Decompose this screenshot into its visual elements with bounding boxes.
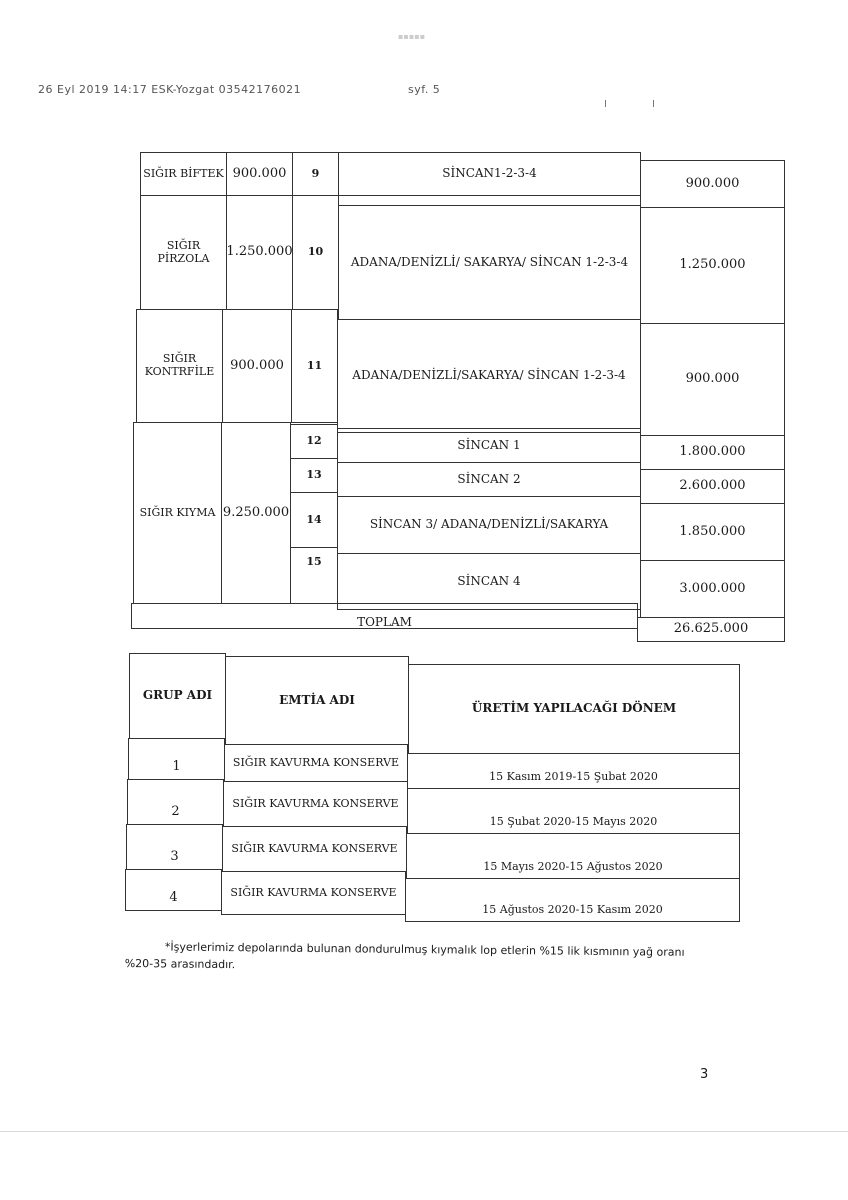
lot-number: 11 (291, 309, 338, 423)
product-amount: 9.250.000 (221, 422, 291, 604)
fax-header (38, 83, 441, 96)
group-number: 4 (125, 869, 222, 911)
footnote-line-1: *İşyerlerimiz depolarında bulunan dondurulmuş kıymalık lop etlerin %15 lik kısmının yağ oranı (164, 940, 685, 959)
location: SİNCAN 3/ ADANA/DENİZLİ/SAKARYA (337, 496, 641, 554)
fax-top-mark: ▪▪▪▪▪ (398, 32, 426, 41)
header-item-name: EMTİA ADI (225, 656, 409, 745)
lot-number: 13 (290, 458, 338, 493)
lot-number: 15 (290, 547, 338, 604)
scan-speck (653, 100, 654, 107)
group-number: 2 (127, 779, 224, 825)
product-name: SIĞIR BİFTEK (140, 152, 227, 196)
location: SİNCAN 4 (337, 553, 641, 610)
group-number: 3 (126, 824, 223, 870)
product-amount: 900.000 (226, 152, 293, 196)
lot-value: 1.850.000 (640, 503, 785, 561)
product-amount: 1.250.000 (226, 195, 293, 310)
product-name: SIĞIR PİRZOLA (140, 195, 227, 310)
item-name: SIĞIR KAVURMA KONSERVE (223, 781, 408, 827)
product-amount: 900.000 (222, 309, 292, 423)
location: ADANA/DENİZLİ/ SAKARYA/ SİNCAN 1-2-3-4 (338, 205, 641, 320)
header-group-name: GRUP ADI (129, 653, 226, 739)
fax-page-indicator: syf. 5 (408, 83, 441, 96)
production-period: 15 Kasım 2019-15 Şubat 2020 (407, 753, 740, 789)
total-value: 26.625.000 (637, 617, 785, 642)
footnote (125, 938, 765, 979)
item-name: SIĞIR KAVURMA KONSERVE (222, 826, 407, 872)
lot-number: 12 (290, 424, 338, 459)
header-production-period: ÜRETİM YAPILACAĞI DÖNEM (408, 664, 740, 754)
item-name: SIĞIR KAVURMA KONSERVE (221, 871, 406, 915)
lot-number: 10 (292, 195, 339, 310)
fax-header-line: 26 Eyl 2019 14:17 ESK-Yozgat 03542176021 (38, 83, 302, 96)
lot-value: 900.000 (640, 323, 785, 436)
item-name: SIĞIR KAVURMA KONSERVE (224, 744, 408, 782)
lot-number: 14 (290, 492, 338, 548)
product-name: SIĞIR KIYMA (133, 422, 222, 604)
product-name: SIĞIR KONTRFİLE (136, 309, 223, 423)
location: SİNCAN 1 (337, 428, 641, 463)
location: SİNCAN1-2-3-4 (338, 152, 641, 196)
page-edge-line (0, 1131, 848, 1132)
production-period: 15 Ağustos 2020-15 Kasım 2020 (405, 878, 740, 922)
production-period: 15 Mayıs 2020-15 Ağustos 2020 (406, 833, 740, 879)
lot-value: 2.600.000 (640, 469, 785, 504)
lot-number: 9 (292, 152, 339, 196)
location: ADANA/DENİZLİ/SAKARYA/ SİNCAN 1-2-3-4 (337, 319, 641, 433)
lot-value: 1.250.000 (640, 207, 785, 324)
scan-speck (605, 100, 606, 107)
lot-value: 900.000 (640, 160, 785, 208)
location: SİNCAN 2 (337, 462, 641, 497)
lot-value: 1.800.000 (640, 435, 785, 470)
lot-value: 3.000.000 (640, 560, 785, 618)
footnote-line-2: %20-35 arasındadır. (124, 957, 236, 972)
production-period: 15 Şubat 2020-15 Mayıs 2020 (407, 788, 740, 834)
group-number: 1 (128, 738, 225, 780)
page-number: 3 (700, 1067, 709, 1082)
total-label: TOPLAM (131, 617, 638, 629)
